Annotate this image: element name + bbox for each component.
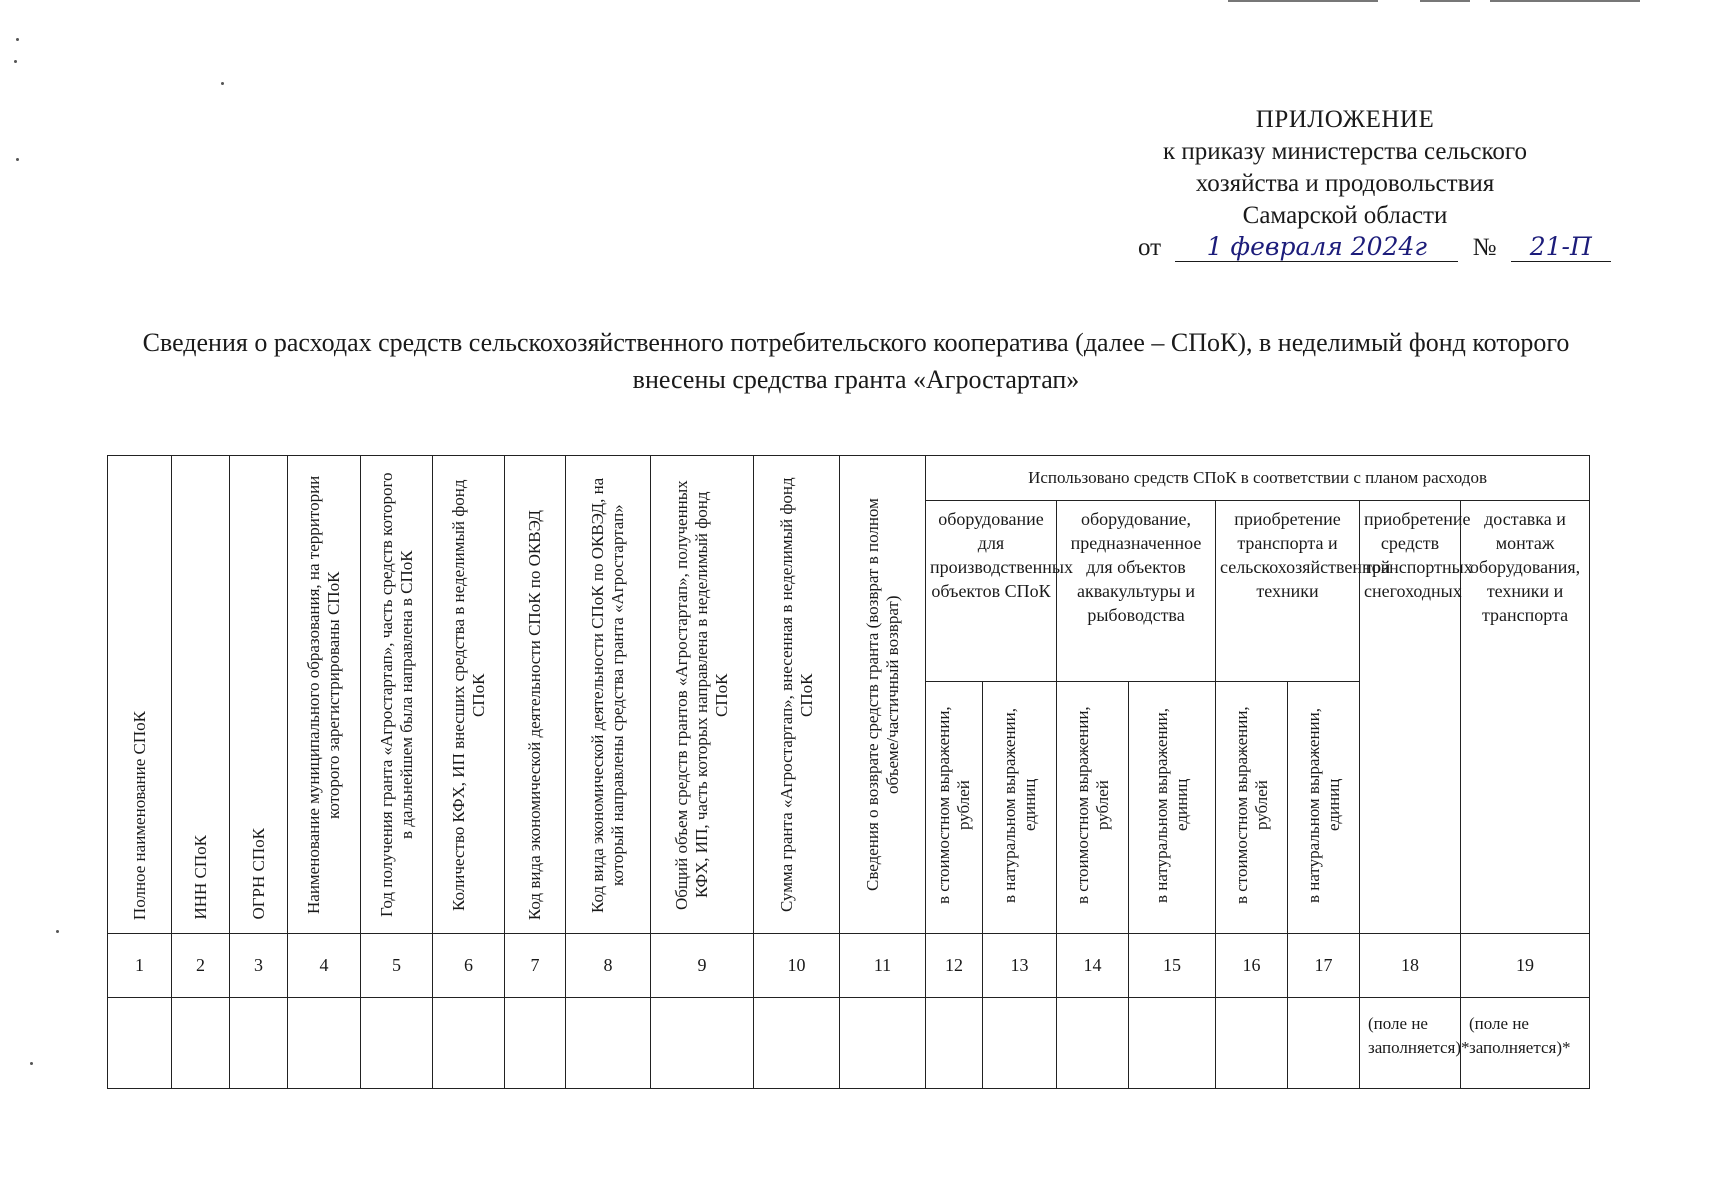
- column-number: 1: [108, 934, 172, 998]
- handwritten-date: 1 февраля 2024г: [1175, 232, 1458, 262]
- header-transport-machinery: приобретение транспорта и сельскохозяйственной техники: [1216, 501, 1360, 682]
- column-number: 15: [1129, 934, 1216, 998]
- column-number: 2: [172, 934, 230, 998]
- header-snowmobiles: приобретение средств транспортных снегоходных: [1360, 501, 1461, 934]
- order-date-line: [1138, 232, 1611, 262]
- scan-speck: [14, 60, 17, 63]
- data-cell: [172, 998, 230, 1089]
- column-number: 7: [505, 934, 566, 998]
- data-cell: [288, 998, 361, 1089]
- header-value-rub: в стоимостном выражении, рублей: [926, 682, 983, 934]
- header-production-equipment: оборудование для производственных объектов СПоК: [926, 501, 1057, 682]
- column-number: 3: [230, 934, 288, 998]
- data-cell: [1057, 998, 1129, 1089]
- expenses-table: [107, 455, 1590, 1089]
- column-number: 17: [1288, 934, 1360, 998]
- header-aquaculture-equipment: оборудование, предназначенное для объектов аквакультуры и рыбоводства: [1057, 501, 1216, 682]
- date-prefix: от: [1138, 234, 1162, 261]
- note-col19: (поле не заполняется)*: [1461, 998, 1590, 1089]
- header-refund-info: Сведения о возврате средств гранта (возврат в полном объеме/частичный возврат): [840, 456, 926, 934]
- scan-artifact-line: [1490, 0, 1640, 2]
- header-value-rub: в стоимостном выражении, рублей: [1216, 682, 1288, 934]
- scan-artifact-line: [1420, 0, 1470, 2]
- header-municipality: Наименование муниципального образования, на территории которого зарегистрированы СПоК: [288, 456, 361, 934]
- number-prefix: №: [1472, 234, 1497, 261]
- scan-speck: [56, 930, 59, 933]
- column-number: 14: [1057, 934, 1129, 998]
- data-cell: [1288, 998, 1360, 1089]
- data-cell: [983, 998, 1057, 1089]
- data-cell: [433, 998, 505, 1089]
- appendix-title: ПРИЛОЖЕНИЕ: [1255, 106, 1435, 133]
- header-inn: ИНН СПоК: [172, 456, 230, 934]
- header-value-rub: в стоимостном выражении, рублей: [1057, 682, 1129, 934]
- column-number: 11: [840, 934, 926, 998]
- column-number: 16: [1216, 934, 1288, 998]
- column-number: 5: [361, 934, 433, 998]
- data-cell: [651, 998, 754, 1089]
- handwritten-number: 21-П: [1511, 232, 1611, 262]
- column-number: 4: [288, 934, 361, 998]
- appendix-line: Самарской области: [1242, 202, 1448, 229]
- header-total-grants: Общий объем средств грантов «Агростартап», полученных КФХ, ИП, часть которых направлена в неделимый фонд СПоК: [651, 456, 754, 934]
- header-farm-count: Количество КФХ, ИП внесших средства в неделимый фонд СПоК: [433, 456, 505, 934]
- data-cell: [108, 998, 172, 1089]
- note-col18: (поле не заполняется)*: [1360, 998, 1461, 1089]
- data-cell: [754, 998, 840, 1089]
- appendix-line: к приказу министерства сельского: [1162, 138, 1527, 165]
- scan-speck: [221, 82, 224, 85]
- column-number: 13: [983, 934, 1057, 998]
- column-number: 19: [1461, 934, 1590, 998]
- scan-speck: [16, 158, 19, 161]
- header-delivery-installation: доставка и монтаж оборудования, техники и транспорта: [1461, 501, 1590, 934]
- data-cell: [1216, 998, 1288, 1089]
- appendix-block: [1110, 104, 1580, 232]
- column-number: 6: [433, 934, 505, 998]
- header-full-name: Полное наименование СПоК: [108, 456, 172, 934]
- header-grant-sum: Сумма гранта «Агростартап», внесенная в неделимый фонд СПоК: [754, 456, 840, 934]
- data-row: [108, 998, 1590, 1089]
- scan-speck: [30, 1062, 33, 1065]
- document-title: Сведения о расходах средств сельскохозяйственного потребительского кооператива (далее – СПоК), в неделимый фонд которого внесены средства гранта «Агростартап»: [142, 328, 1570, 394]
- data-cell: [361, 998, 433, 1089]
- header-ogrn: ОГРН СПоК: [230, 456, 288, 934]
- data-cell: [840, 998, 926, 1089]
- scan-artifact-line: [1228, 0, 1378, 2]
- header-okved: Код вида экономической деятельности СПоК по ОКВЭД: [505, 456, 566, 934]
- scan-speck: [16, 38, 19, 41]
- header-units: в натуральном выражении, единиц: [1288, 682, 1360, 934]
- column-number-row: [108, 934, 1590, 998]
- header-grant-year: Год получения гранта «Агростартап», часть средств которого в дальнейшем была направлена в СПоК: [361, 456, 433, 934]
- column-number: 9: [651, 934, 754, 998]
- data-cell: [566, 998, 651, 1089]
- header-group-used-funds: Использовано средств СПоК в соответствии с планом расходов: [926, 456, 1590, 501]
- header-units: в натуральном выражении, единиц: [983, 682, 1057, 934]
- header-okved-grant: Код вида экономической деятельности СПоК по ОКВЭД, на который направлены средства гранта «Агростартап»: [566, 456, 651, 934]
- data-cell: [926, 998, 983, 1089]
- data-cell: [230, 998, 288, 1089]
- data-cell: [1129, 998, 1216, 1089]
- column-number: 18: [1360, 934, 1461, 998]
- column-number: 12: [926, 934, 983, 998]
- column-number: 8: [566, 934, 651, 998]
- header-units: в натуральном выражении, единиц: [1129, 682, 1216, 934]
- column-number: 10: [754, 934, 840, 998]
- appendix-line: хозяйства и продовольствия: [1195, 170, 1495, 197]
- data-cell: [505, 998, 566, 1089]
